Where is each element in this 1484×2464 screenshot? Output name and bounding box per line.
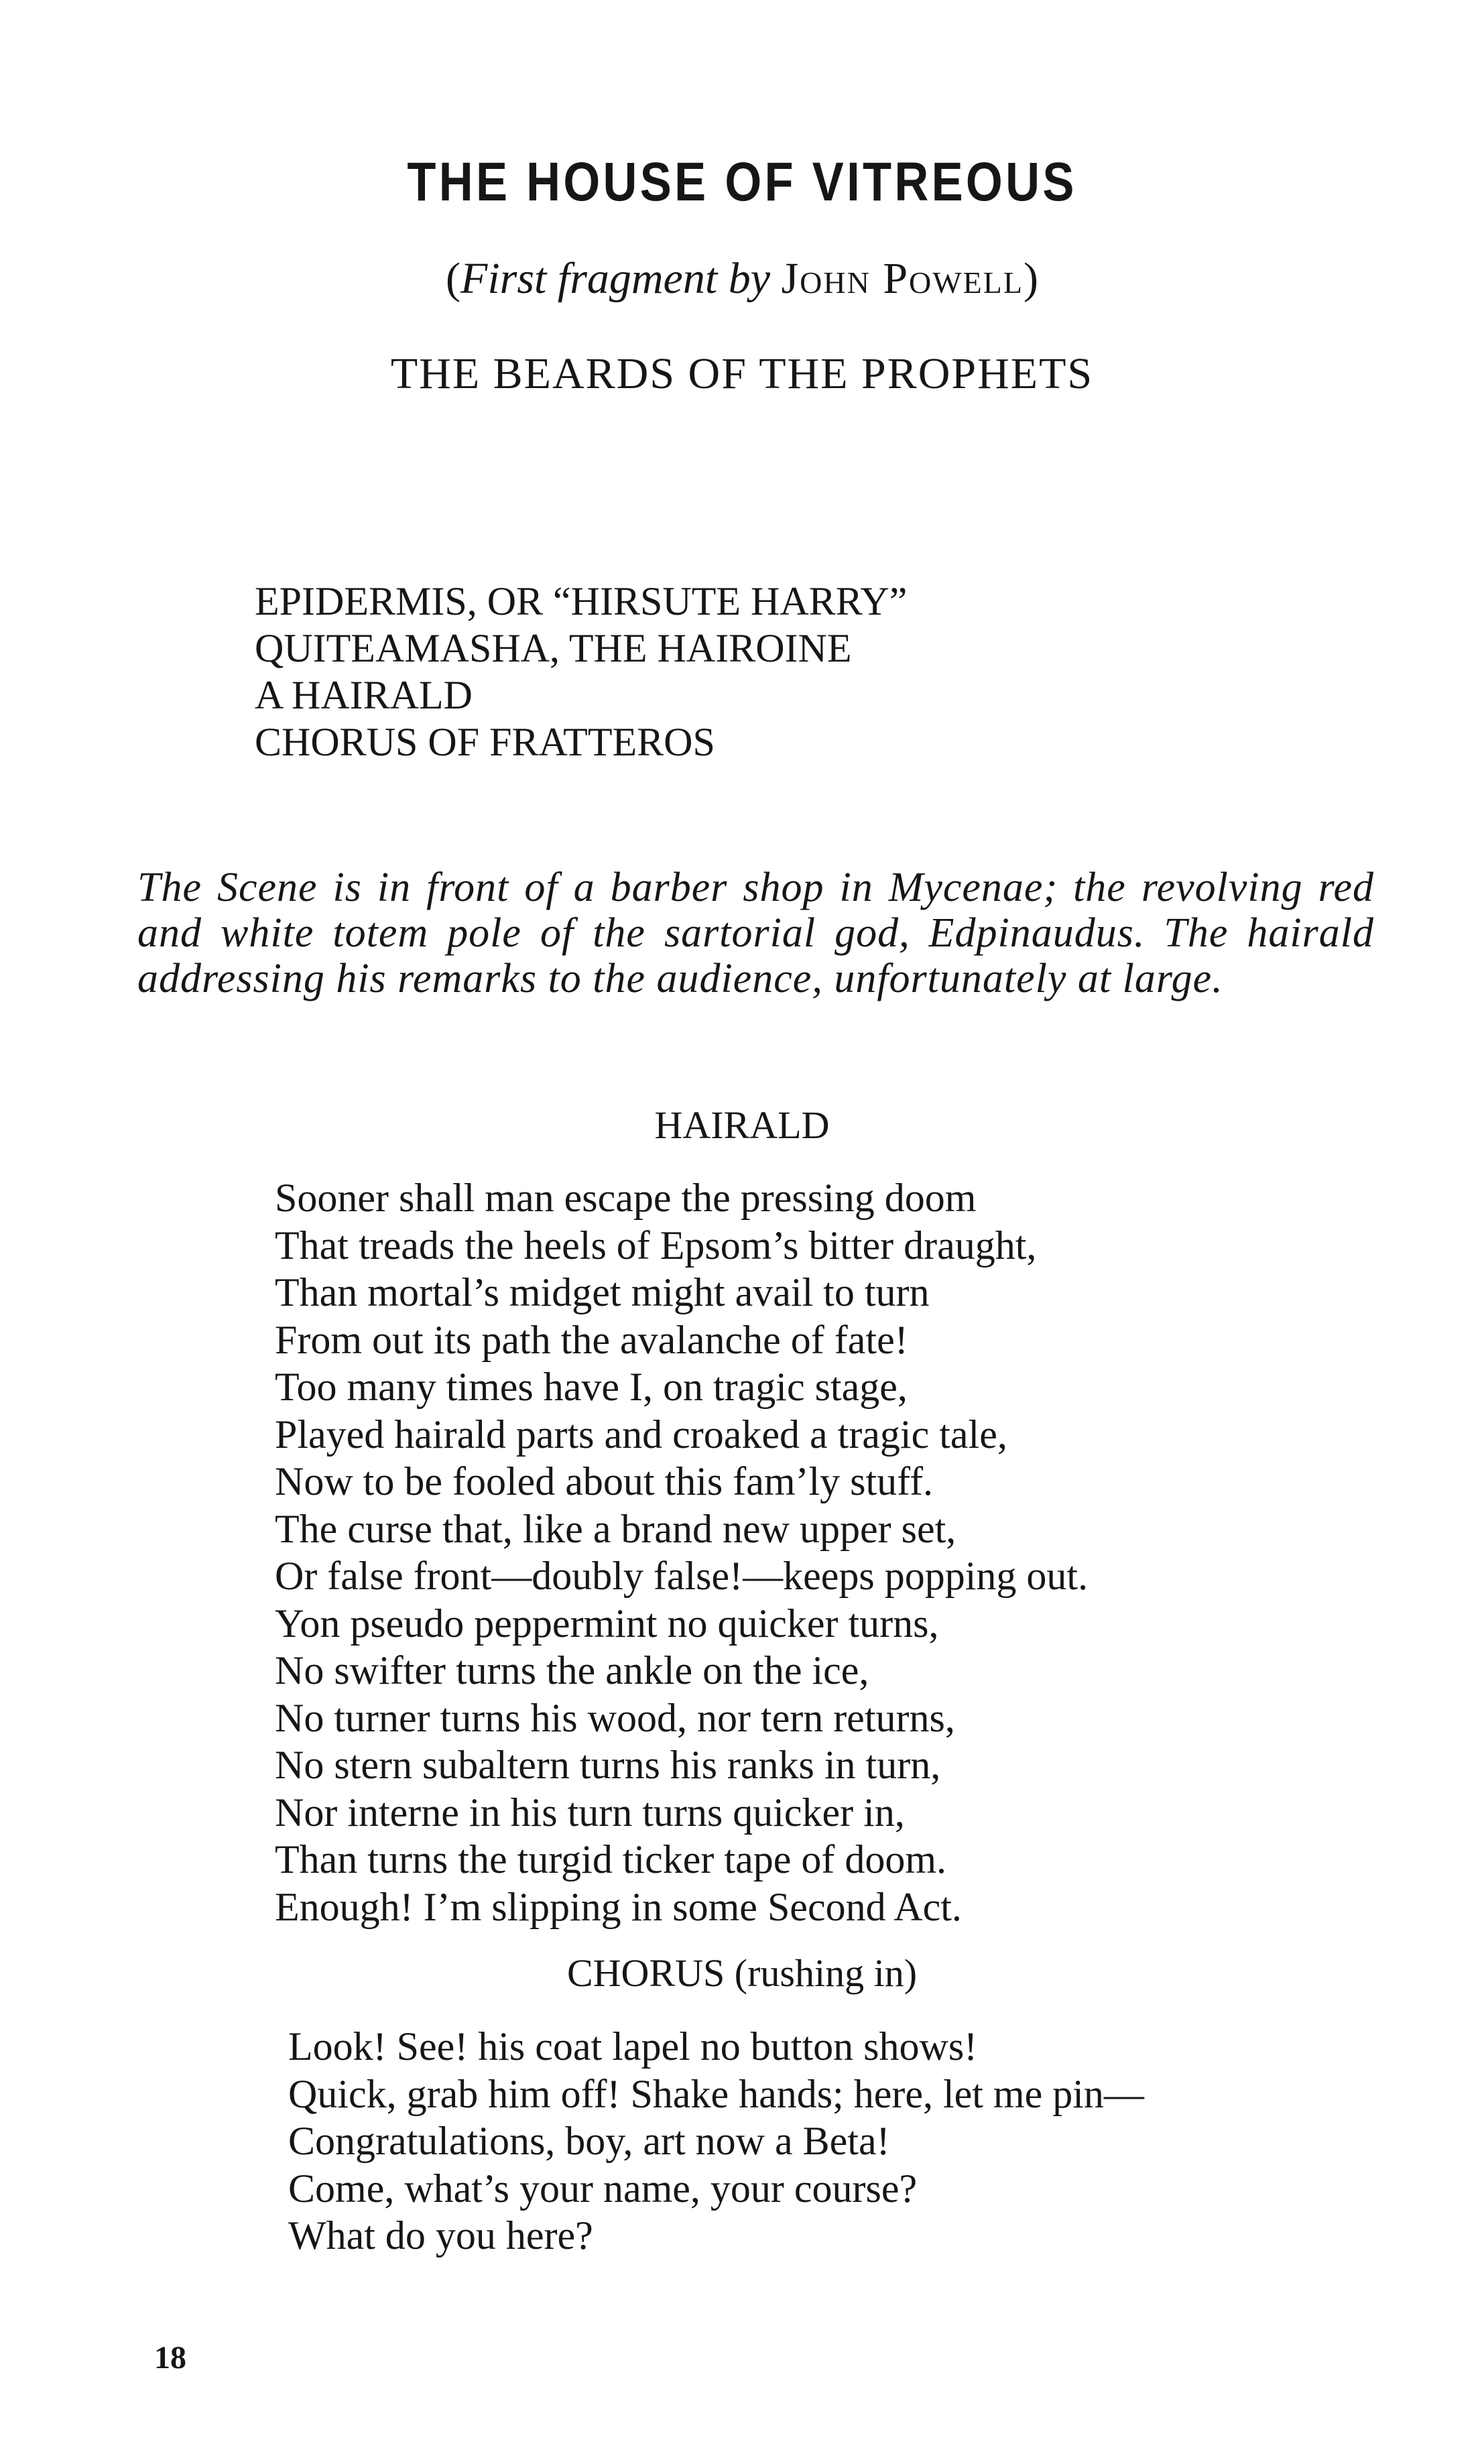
byline: [0, 253, 1484, 304]
verse-line: That treads the heels of Epsom’s bitter draught,: [275, 1223, 1037, 1268]
cast-item: CHORUS OF FRATTEROS: [255, 720, 715, 764]
verse-line: What do you here?: [288, 2213, 593, 2258]
verse-line: Sooner shall man escape the pressing doom: [275, 1176, 977, 1220]
verse-block-chorus: [288, 2023, 1144, 2260]
verse-line: From out its path the avalanche of fate!: [275, 1317, 908, 1362]
byline-close-paren: ): [1023, 254, 1038, 303]
byline-fragment-note: First fragment by: [460, 254, 770, 303]
verse-line: Now to be fooled about this fam’ly stuff.: [275, 1459, 934, 1503]
verse-line: Or false front—doubly false!—keeps popping out.: [275, 1554, 1089, 1598]
cast-list: [255, 578, 907, 765]
verse-line: Played hairald parts and croaked a tragic tale,: [275, 1412, 1007, 1457]
verse-line: No swifter turns the ankle on the ice,: [275, 1648, 869, 1692]
verse-line: Than turns the turgid ticker tape of doom.: [275, 1837, 946, 1882]
verse-line: Look! See! his coat lapel no button shows!: [288, 2024, 978, 2069]
verse-line: No stern subaltern turns his ranks in turn,: [275, 1743, 941, 1787]
verse-line: Than mortal’s midget might avail to turn: [275, 1270, 930, 1314]
byline-open-paren: (: [446, 254, 461, 303]
cast-item: A HAIRALD: [255, 673, 473, 717]
verse-line: Congratulations, boy, art now a Beta!: [288, 2119, 890, 2163]
verse-line: Nor interne in his turn turns quicker in,: [275, 1790, 905, 1835]
verse-line: Come, what’s your name, your course?: [288, 2166, 918, 2211]
page-title: THE HOUSE OF VITREOUS: [407, 151, 1077, 212]
verse-line: Yon pseudo peppermint no quicker turns,: [275, 1601, 939, 1646]
cast-item: EPIDERMIS, OR “HIRSUTE HARRY”: [255, 579, 908, 623]
verse-line: Too many times have I, on tragic stage,: [275, 1365, 908, 1409]
speaker-chorus: CHORUS (rushing in): [566, 1951, 918, 1995]
page-number: 18: [154, 2340, 186, 2376]
section-heading: THE BEARDS OF THE PROPHETS: [390, 349, 1094, 398]
verse-line: No turner turns his wood, nor tern returns,: [275, 1695, 955, 1740]
verse-block-hairald: [275, 1174, 1088, 1930]
byline-author: John Powell: [781, 254, 1024, 303]
verse-line: Enough! I’m slipping in some Second Act.: [275, 1884, 962, 1929]
verse-line: The curse that, like a brand new upper set,: [275, 1506, 956, 1551]
speaker-hairald: HAIRALD: [654, 1103, 830, 1147]
verse-line: Quick, grab him off! Shake hands; here, let me pin—: [288, 2071, 1144, 2116]
cast-item: QUITEAMASHA, THE HAIROINE: [255, 626, 852, 670]
scene-direction: The Scene is in front of a barber shop in Mycenae; the revolving red and white totem pole of the sartorial god, Edpinaudus. The hairald addressing his remarks to the audience, unfortunately at large.: [137, 865, 1374, 1001]
